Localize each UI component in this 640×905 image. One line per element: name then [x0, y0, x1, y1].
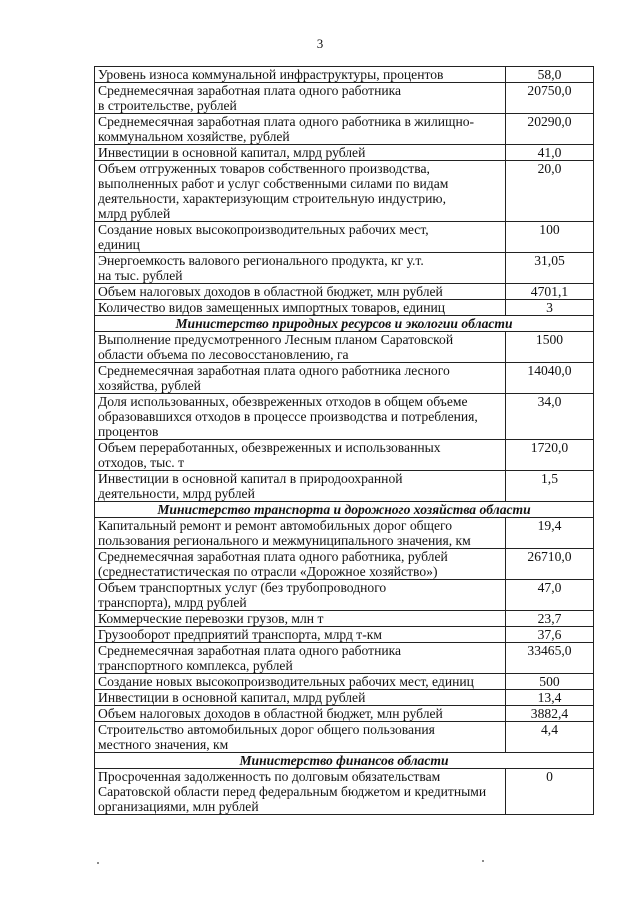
indicator-value: 23,7: [506, 611, 594, 627]
indicator-value: 26710,0: [506, 549, 594, 580]
section-heading: Министерство транспорта и дорожного хозяйства области: [95, 502, 594, 518]
indicator-value: 58,0: [506, 67, 594, 83]
indicators-table: [94, 66, 594, 815]
indicator-name: Инвестиции в основной капитал в природоохранной деятельности, млрд рублей: [95, 471, 506, 502]
indicator-value: 33465,0: [506, 643, 594, 674]
table-row: [95, 253, 594, 284]
indicators-table-body: [95, 67, 594, 815]
indicator-value: 1,5: [506, 471, 594, 502]
indicator-name: Объем налоговых доходов в областной бюджет, млн рублей: [95, 284, 506, 300]
indicator-value: 20290,0: [506, 114, 594, 145]
indicator-name: Среднемесячная заработная плата одного работника транспортного комплекса, рублей: [95, 643, 506, 674]
table-row: [95, 440, 594, 471]
indicator-name: Выполнение предусмотренного Лесным планом Саратовской области объема по лесовосстановлению, га: [95, 332, 506, 363]
table-row: [95, 769, 594, 815]
table-row: [95, 518, 594, 549]
indicator-value: 100: [506, 222, 594, 253]
table-row: [95, 363, 594, 394]
table-row: [95, 674, 594, 690]
table-row: [95, 222, 594, 253]
table-row: [95, 67, 594, 83]
indicator-value: 3882,4: [506, 706, 594, 722]
indicator-name: Инвестиции в основной капитал, млрд рублей: [95, 145, 506, 161]
table-row: [95, 161, 594, 222]
indicator-value: 500: [506, 674, 594, 690]
table-section-row: [95, 502, 594, 518]
indicator-value: 20,0: [506, 161, 594, 222]
indicator-value: 31,05: [506, 253, 594, 284]
indicator-name: Среднемесячная заработная плата одного работника, рублей (среднестатистическая по отрасли «Дорожное хозяйство»): [95, 549, 506, 580]
indicator-name: Среднемесячная заработная плата одного работника в жилищно- коммунальном хозяйстве, рублей: [95, 114, 506, 145]
indicator-name: Количество видов замещенных импортных товаров, единиц: [95, 300, 506, 316]
indicator-value: 34,0: [506, 394, 594, 440]
indicator-value: 13,4: [506, 690, 594, 706]
indicator-name: Среднемесячная заработная плата одного работника лесного хозяйства, рублей: [95, 363, 506, 394]
indicator-name: Инвестиции в основной капитал, млрд рублей: [95, 690, 506, 706]
indicator-name: Энергоемкость валового регионального продукта, кг у.т. на тыс. рублей: [95, 253, 506, 284]
indicator-name: Строительство автомобильных дорог общего пользования местного значения, км: [95, 722, 506, 753]
section-heading: Министерство финансов области: [95, 753, 594, 769]
indicator-value: 41,0: [506, 145, 594, 161]
table-row: [95, 145, 594, 161]
table-row: [95, 284, 594, 300]
table-row: [95, 394, 594, 440]
indicator-name: Коммерческие перевозки грузов, млн т: [95, 611, 506, 627]
section-heading: Министерство природных ресурсов и экологии области: [95, 316, 594, 332]
table-row: [95, 549, 594, 580]
table-section-row: [95, 753, 594, 769]
table-row: [95, 580, 594, 611]
indicator-value: 20750,0: [506, 83, 594, 114]
table-row: [95, 611, 594, 627]
indicator-value: 1720,0: [506, 440, 594, 471]
table-row: [95, 114, 594, 145]
indicator-name: Грузооборот предприятий транспорта, млрд т-км: [95, 627, 506, 643]
table-row: [95, 706, 594, 722]
indicator-name: Просроченная задолженность по долговым обязательствам Саратовской области перед федеральным бюджетом и кредитными организациями, млн рублей: [95, 769, 506, 815]
page-number: 3: [316, 36, 324, 51]
indicator-name: Капитальный ремонт и ремонт автомобильных дорог общего пользования регионального и межмуниципального значения, км: [95, 518, 506, 549]
table-row: [95, 627, 594, 643]
table-row: [95, 332, 594, 363]
indicator-name: Доля использованных, обезвреженных отходов в общем объеме образовавшихся отходов в процессе производства и потребления, процентов: [95, 394, 506, 440]
indicator-value: 4,4: [506, 722, 594, 753]
indicator-value: 0: [506, 769, 594, 815]
indicator-name: Среднемесячная заработная плата одного работника в строительстве, рублей: [95, 83, 506, 114]
indicator-value: 19,4: [506, 518, 594, 549]
scan-artifact-dot: [482, 860, 484, 862]
indicator-value: 47,0: [506, 580, 594, 611]
indicator-value: 14040,0: [506, 363, 594, 394]
table-row: [95, 690, 594, 706]
indicator-value: 3: [506, 300, 594, 316]
table-row: [95, 83, 594, 114]
scan-artifact-dot: [97, 862, 99, 864]
indicator-name: Уровень износа коммунальной инфраструктуры, процентов: [95, 67, 506, 83]
table-row: [95, 471, 594, 502]
indicator-value: 4701,1: [506, 284, 594, 300]
table-section-row: [95, 316, 594, 332]
indicator-value: 37,6: [506, 627, 594, 643]
indicator-name: Создание новых высокопроизводительных рабочих мест, единиц: [95, 674, 506, 690]
indicator-name: Создание новых высокопроизводительных рабочих мест, единиц: [95, 222, 506, 253]
indicator-value: 1500: [506, 332, 594, 363]
indicator-name: Объем налоговых доходов в областной бюджет, млн рублей: [95, 706, 506, 722]
table-row: [95, 643, 594, 674]
indicator-name: Объем транспортных услуг (без трубопроводного транспорта), млрд рублей: [95, 580, 506, 611]
table-row: [95, 300, 594, 316]
indicator-name: Объем переработанных, обезвреженных и использованных отходов, тыс. т: [95, 440, 506, 471]
indicator-name: Объем отгруженных товаров собственного производства, выполненных работ и услуг собственными силами по видам деятельности, характеризующим строительную индустрию, млрд рублей: [95, 161, 506, 222]
table-row: [95, 722, 594, 753]
